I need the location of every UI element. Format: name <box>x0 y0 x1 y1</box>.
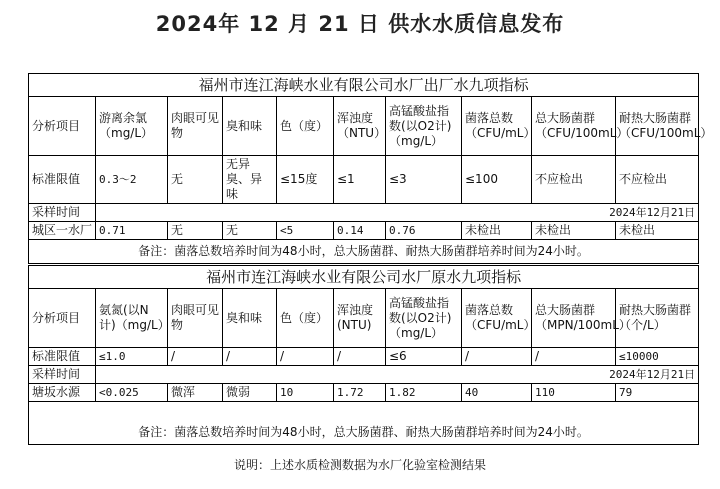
header-cell: 肉眼可见物 <box>168 289 223 348</box>
standard-cell: ≤6 <box>386 348 462 366</box>
standard-row <box>29 348 699 366</box>
sampling-row <box>29 204 699 222</box>
standard-cell: 无 <box>168 156 223 204</box>
standard-cell: ≤1.0 <box>96 348 168 366</box>
header-cell: 菌落总数（CFU/mL） <box>462 289 532 348</box>
standard-cell: / <box>462 348 532 366</box>
standard-cell: / <box>334 348 386 366</box>
standard-cell: 0.3～2 <box>96 156 168 204</box>
standard-cell: 不应检出 <box>532 156 616 204</box>
sampling-date: 2024年12月21日 <box>96 366 699 384</box>
header-cell: 游离余氯（mg/L） <box>96 97 168 156</box>
data-cell: 未检出 <box>462 222 532 240</box>
table-note: 备注：菌落总数培养时间为48小时，总大肠菌群、耐热大肠菌群培养时间为24小时。 <box>29 421 699 445</box>
standard-cell: 标准限值 <box>29 348 96 366</box>
sampling-label: 采样时间 <box>29 366 96 384</box>
header-cell: 高锰酸盐指数(以O2计)（mg/L） <box>386 97 462 156</box>
data-cell: 未检出 <box>532 222 616 240</box>
data-cell: 110 <box>532 384 616 402</box>
table-note: 备注：菌落总数培养时间为48小时，总大肠菌群、耐热大肠菌群培养时间为24小时。 <box>29 240 699 264</box>
data-cell: 0.71 <box>96 222 168 240</box>
header-cell: 浑浊度（NTU） <box>334 97 386 156</box>
data-cell: 微浑 <box>168 384 223 402</box>
standard-cell: ≤15度 <box>277 156 334 204</box>
page-title: 2024年 12 月 21 日 供水水质信息发布 <box>155 12 565 36</box>
standard-cell: 标准限值 <box>29 156 96 204</box>
header-cell: 色（度） <box>277 289 334 348</box>
data-cell: 无 <box>223 222 277 240</box>
standard-cell: / <box>277 348 334 366</box>
header-cell: 总大肠菌群（CFU/100mL） <box>532 97 616 156</box>
header-row <box>29 97 699 156</box>
data-cell: 微弱 <box>223 384 277 402</box>
header-cell: 分析项目 <box>29 289 96 348</box>
data-cell: 10 <box>277 384 334 402</box>
data-cell: 无 <box>168 222 223 240</box>
table-title: 福州市连江海峡水业有限公司水厂原水九项指标 <box>29 266 699 289</box>
table-row <box>29 222 699 240</box>
header-cell: 高锰酸盐指数(以O2计)（mg/L） <box>386 289 462 348</box>
header-cell: 臭和味 <box>223 97 277 156</box>
sampling-date: 2024年12月21日 <box>96 204 699 222</box>
sampling-label: 采样时间 <box>29 204 96 222</box>
data-cell: <0.025 <box>96 384 168 402</box>
data-cell: 未检出 <box>616 222 699 240</box>
standard-cell: ≤1 <box>334 156 386 204</box>
data-cell: 1.72 <box>334 384 386 402</box>
header-cell: 臭和味 <box>223 289 277 348</box>
header-cell: 浑浊度(NTU) <box>334 289 386 348</box>
standard-cell: ≤10000 <box>616 348 699 366</box>
standard-cell: ≤3 <box>386 156 462 204</box>
sampling-row <box>29 366 699 384</box>
data-cell: 79 <box>616 384 699 402</box>
data-cell: 城区一水厂 <box>29 222 96 240</box>
data-cell: <5 <box>277 222 334 240</box>
standard-cell: 不应检出 <box>616 156 699 204</box>
header-cell: 色（度） <box>277 97 334 156</box>
data-cell: 40 <box>462 384 532 402</box>
header-cell: 肉眼可见物 <box>168 97 223 156</box>
data-cell: 0.76 <box>386 222 462 240</box>
data-cell: 塘坂水源 <box>29 384 96 402</box>
header-cell: 菌落总数（CFU/mL） <box>462 97 532 156</box>
standard-cell: ≤100 <box>462 156 532 204</box>
standard-row <box>29 156 699 204</box>
header-cell: 分析项目 <box>29 97 96 156</box>
standard-cell: / <box>532 348 616 366</box>
data-cell: 0.14 <box>334 222 386 240</box>
data-cell: 1.82 <box>386 384 462 402</box>
header-cell: 总大肠菌群（MPN/100mL） <box>532 289 616 348</box>
header-row <box>29 289 699 348</box>
header-cell: 耐热大肠菌群（CFU/100mL） <box>616 97 699 156</box>
footer-note: 说明：上述水质检测数据为水厂化验室检测结果 <box>233 458 486 472</box>
header-cell: 氨氮(以N计)（mg/L） <box>96 289 168 348</box>
standard-cell: 无异臭、异味 <box>223 156 277 204</box>
table-title: 福州市连江海峡水业有限公司水厂出厂水九项指标 <box>29 74 699 97</box>
raw-water-table <box>28 265 699 445</box>
standard-cell: / <box>168 348 223 366</box>
header-cell: 耐热大肠菌群（个/L） <box>616 289 699 348</box>
finished-water-table <box>28 73 713 264</box>
blank-row <box>29 402 699 422</box>
standard-cell: / <box>223 348 277 366</box>
table-row <box>29 384 699 402</box>
